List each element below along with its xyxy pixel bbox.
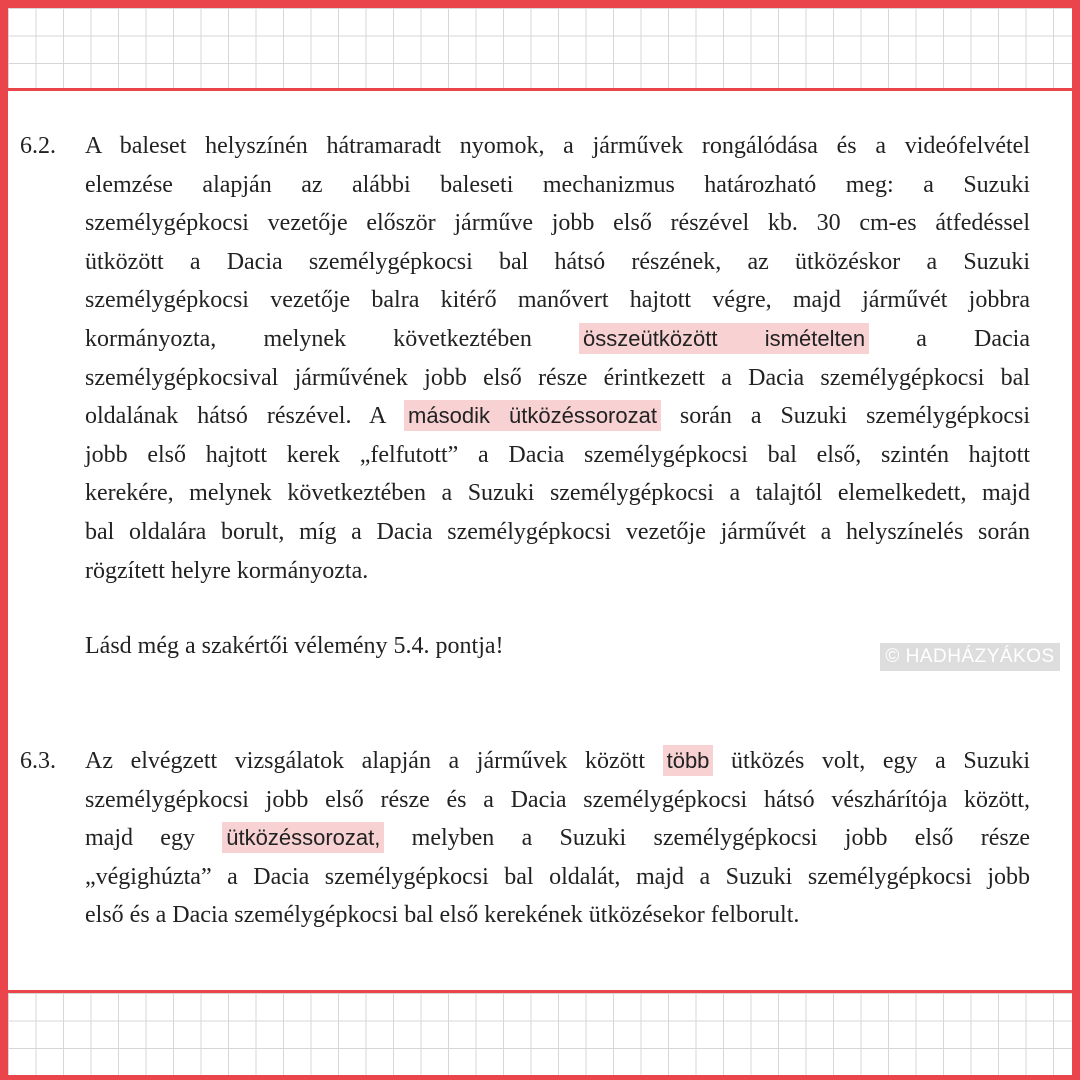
- text-line: [85, 166, 1030, 205]
- text-line: [85, 781, 1030, 820]
- text-run: első és a Dacia személygépkocsi bal első kerekének ütközésekor felborult.: [85, 902, 800, 929]
- text-line: [85, 742, 1030, 781]
- text-run: személygépkocsival járművének jobb első része érintkezett a Dacia személygépkocsi bal: [85, 364, 1030, 391]
- text-run: kormányozta, melynek következtében: [85, 325, 579, 352]
- text-run: melyben a Suzuki személygépkocsi jobb első része: [384, 825, 1031, 852]
- text-run: ütközött a Dacia személygépkocsi bal hátsó részének, az ütközéskor a Suzuki: [85, 248, 1030, 275]
- text-run: jobb első hajtott kerek „felfutott” a Dacia személygépkocsi bal első, szintén hajtott: [85, 441, 1030, 468]
- highlighted-phrase: második ütközéssorozat: [404, 400, 661, 431]
- highlighted-phrase: több: [663, 745, 714, 776]
- text-line: [85, 436, 1030, 475]
- text-line: [85, 204, 1030, 243]
- text-run: A baleset helyszínén hátramaradt nyomok, a járművek rongálódása és a videófelvétel: [85, 133, 1030, 159]
- text-run: személygépkocsi vezetője balra kitérő manővert hajtott végre, majd járművét jobbra: [85, 287, 1030, 314]
- text-line: [85, 359, 1030, 398]
- text-run: rögzített helyre kormányozta.: [85, 557, 369, 584]
- section-number: 6.2.: [20, 133, 56, 159]
- text-run: oldalának hátsó részével. A: [85, 403, 405, 430]
- text-run: személygépkocsi jobb első része és a Dacia személygépkocsi hátsó vészhárítója között,: [85, 786, 1030, 813]
- grid-footer-band: [8, 990, 1072, 1075]
- text-run: során a Suzuki személygépkocsi: [660, 403, 1031, 430]
- reference-note: Lásd még a szakértői vélemény 5.4. pontja!: [85, 633, 504, 659]
- text-line: [85, 513, 1030, 552]
- document-page: [8, 91, 1072, 990]
- text-run: személygépkocsi vezetője először járműve jobb első részével kb. 30 cm-es átfedéssel: [85, 210, 1030, 237]
- grid-header-band: [8, 8, 1072, 91]
- text-line: [85, 552, 1030, 591]
- section-body: [85, 127, 1030, 590]
- section-6-2: [20, 127, 1030, 590]
- text-run: bal oldalára borult, míg a Dacia személygépkocsi vezetője járművét a helyszínelés során: [85, 518, 1030, 545]
- text-line: [85, 127, 1030, 166]
- section-body: [85, 742, 1030, 935]
- highlighted-phrase: összeütközött ismételten: [579, 323, 869, 354]
- watermark: © HADHÁZYÁKOS: [880, 643, 1060, 671]
- section-6-3: [20, 742, 1030, 935]
- text-run: elemzése alapján az alábbi baleseti mechanizmus határozható meg: a Suzuki: [85, 171, 1030, 198]
- text-line: [85, 474, 1030, 513]
- text-line: [85, 397, 1030, 436]
- text-run: majd egy: [85, 825, 223, 852]
- text-run: „végighúzta” a Dacia személygépkocsi bal oldalát, majd a Suzuki személygépkocsi jobb: [85, 863, 1030, 890]
- text-line: [85, 320, 1030, 359]
- text-run: kerekére, melynek következtében a Suzuki személygépkocsi a talajtól elemelkedett, majd: [85, 480, 1030, 507]
- highlighted-phrase: ütközéssorozat,: [222, 822, 384, 853]
- text-run: ütközés volt, egy a Suzuki: [713, 748, 1030, 774]
- section-number: 6.3.: [20, 748, 56, 774]
- text-line: [85, 281, 1030, 320]
- text-line: [85, 896, 1030, 935]
- text-run: a Dacia: [869, 325, 1030, 352]
- text-line: [85, 858, 1030, 897]
- text-line: [85, 819, 1030, 858]
- text-run: Az elvégzett vizsgálatok alapján a járművek között: [85, 748, 663, 774]
- text-line: [85, 243, 1030, 282]
